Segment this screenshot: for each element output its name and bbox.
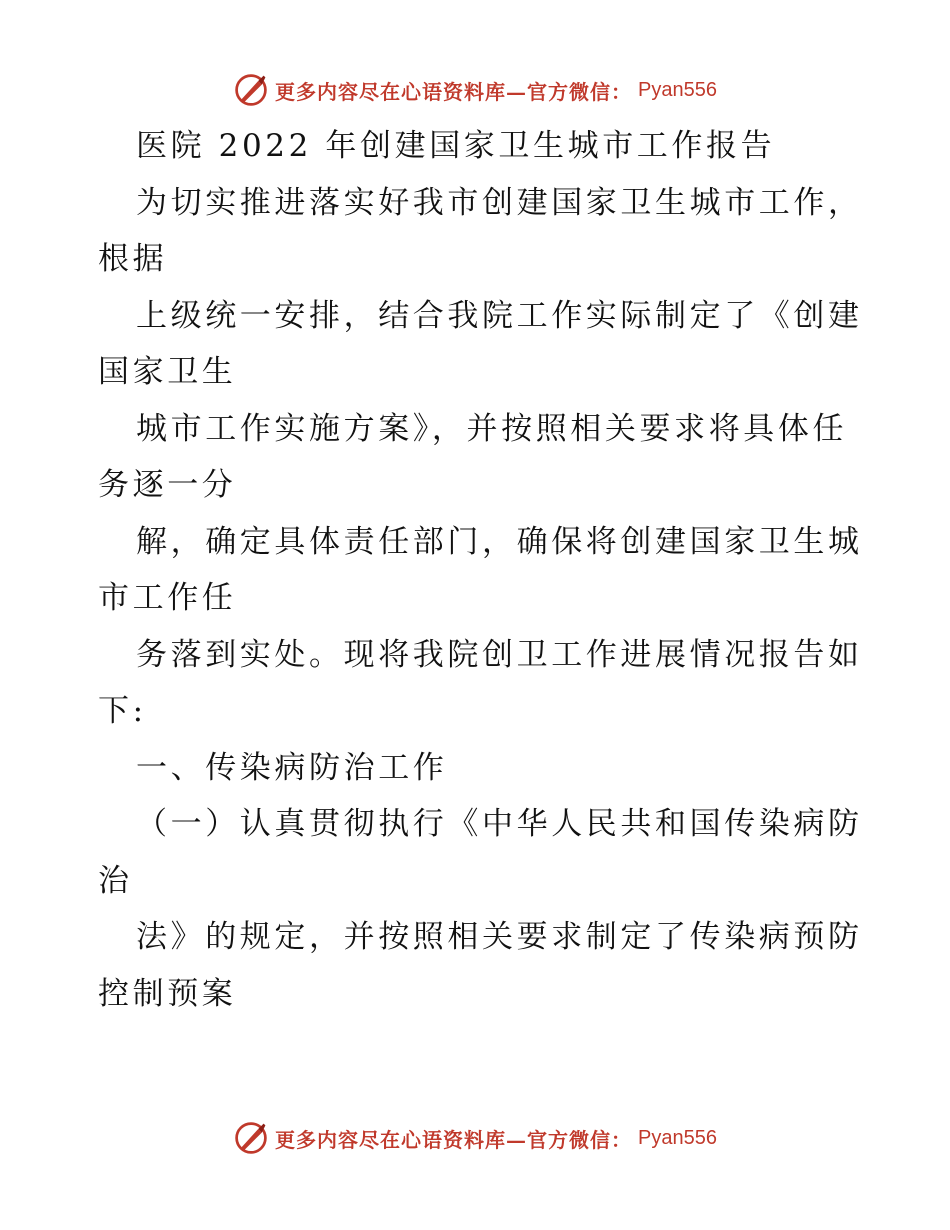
quill-pen-logo-icon	[233, 72, 269, 108]
document-line: 市工作任	[98, 580, 237, 616]
watermark-account: Pyan556	[638, 1126, 717, 1149]
watermark-text: 更多内容尽在心语资料库—官方微信：	[275, 79, 633, 104]
document-line: 务落到实处。现将我院创卫工作进展情况报告如	[136, 636, 863, 673]
document-line: 法》的规定，并按照相关要求制定了传染病预防	[136, 919, 863, 955]
document-line: 上级统一安排，结合我院工作实际制定了《创建	[136, 297, 863, 334]
document-line: 解，确定具体责任部门，确保将创建国家卫生城	[136, 523, 863, 560]
watermark-account: Pyan556	[638, 78, 717, 101]
watermark-header	[0, 70, 950, 110]
document-line: （一）认真贯彻执行《中华人民共和国传染病防	[136, 806, 863, 842]
document-line: 医院 2022 年创建国家卫生城市工作报告	[136, 128, 776, 164]
document-line: 治	[98, 862, 133, 899]
document-body	[98, 118, 863, 1022]
document-line: 控制预案	[98, 975, 237, 1012]
quill-pen-logo-icon	[233, 1120, 269, 1156]
watermark-footer	[0, 1118, 950, 1158]
document-line: 国家卫生	[98, 354, 237, 390]
document-line: 一、传染病防治工作	[136, 749, 448, 786]
document-line: 务逐一分	[98, 467, 237, 503]
document-line: 为切实推进落实好我市创建国家卫生城市工作，	[136, 184, 863, 221]
document-line: 城市工作实施方案》，并按照相关要求将具体任	[136, 410, 848, 447]
watermark-text: 更多内容尽在心语资料库—官方微信：	[275, 1127, 633, 1152]
document-line: 下:	[98, 693, 147, 729]
document-line: 根据	[98, 241, 168, 277]
